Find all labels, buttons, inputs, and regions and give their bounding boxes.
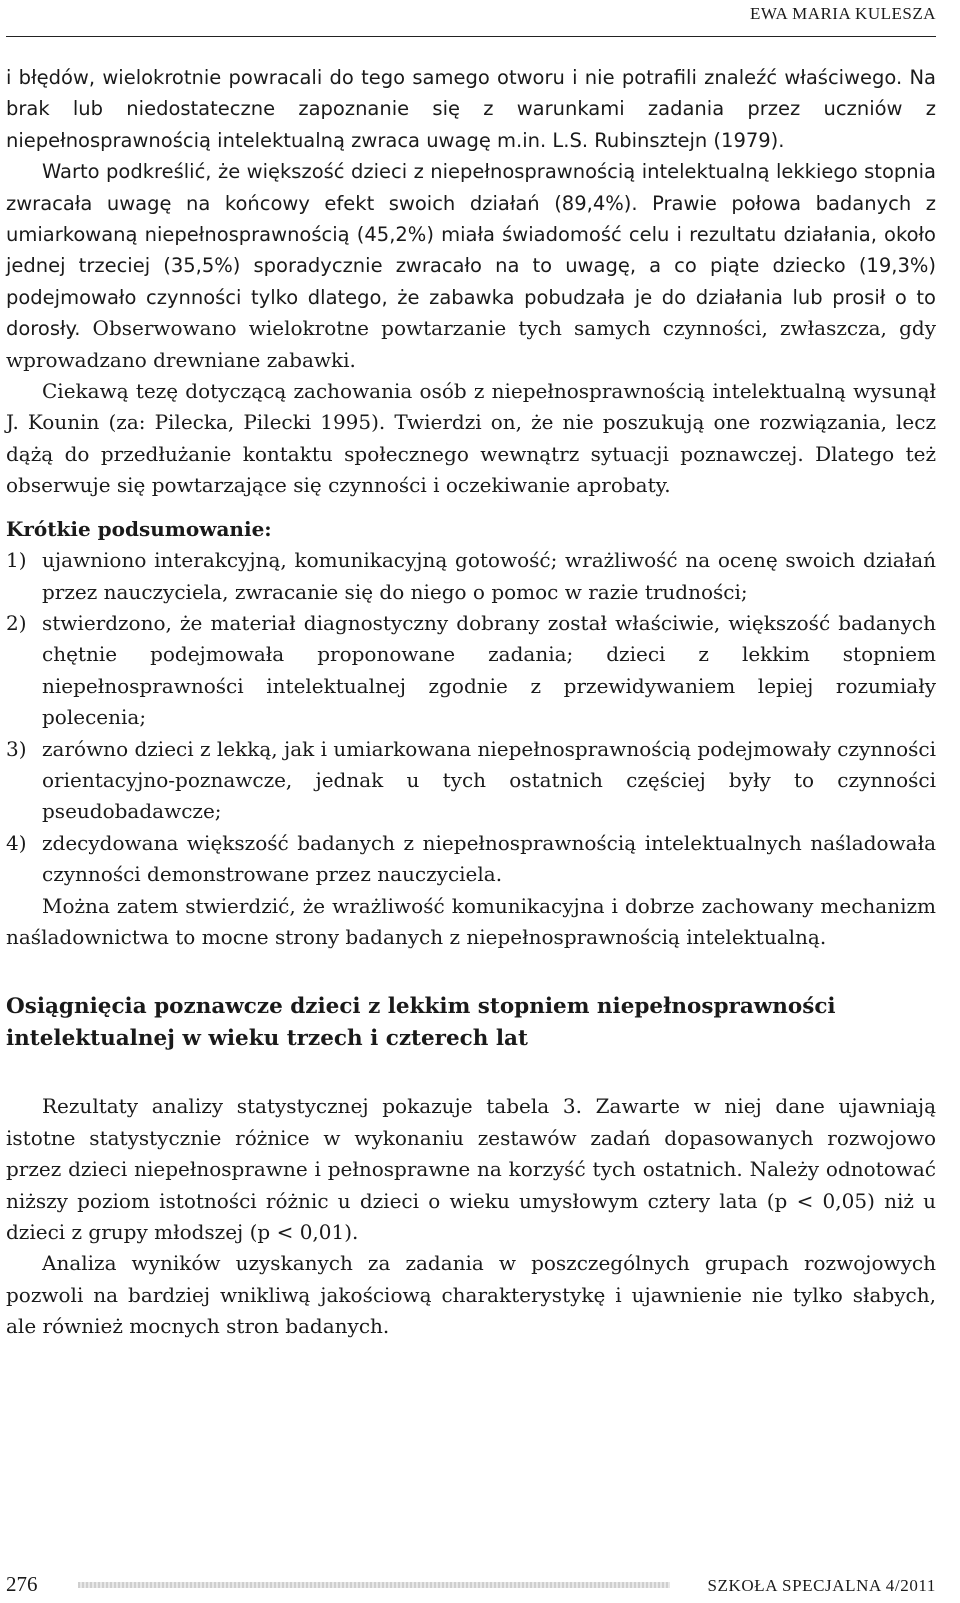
journal-name: SZKOŁA SPECJALNA 4/2011 — [707, 1576, 936, 1595]
page-number: 276 — [6, 1572, 38, 1596]
body-text — [6, 62, 936, 1343]
running-header-author: EWA MARIA KULESZA — [749, 4, 936, 23]
summary-list — [6, 545, 936, 890]
list-item — [6, 828, 936, 891]
list-item-text: ujawniono interakcyjną, komunikacyjną gotowość; wrażliwość na ocenę swoich działań przez nauczyciela, zwracanie się do niego o pomoc w razie trudności; — [42, 548, 936, 604]
paragraph: i błędów, wielokrotnie powracali do tego samego otworu i nie potrafili znaleźć właściwego. Na brak lub niedostateczne zapoznanie się z warunkami zadania przez uczniów z niepełnosprawnością intelektualną zwraca uwagę m.in. L.S. Rubinsztejn (1979). — [6, 66, 936, 152]
list-item-text: zdecydowana większość badanych z niepełnosprawnością intelektualnych naśladowała czynności demonstrowane przez nauczyciela. — [42, 830, 936, 887]
summary-heading: Krótkie podsumowanie: — [6, 516, 272, 541]
list-number: 4) — [6, 830, 27, 855]
list-item — [6, 734, 936, 828]
paragraph — [6, 156, 936, 376]
list-item-text: stwierdzono, że materiał diagnostyczny dobrany został właściwie, większość badanych chętnie podejmowała proponowane zadania; dzieci z lekkim stopniem niepełnosprawności intelektualnej zgodnie z przewidywaniem lepiej rozumiały polecenia; — [42, 610, 936, 730]
paragraph-sentence-serif: Obserwowano wielokrotne powtarzanie tych samych czynności, zwłaszcza, gdy wprowadzano drewniane zabawki. — [6, 316, 937, 372]
header-divider — [6, 36, 936, 37]
paragraph: Rezultaty analizy statystycznej pokazuje tabela 3. Zawarte w niej dane ujawniają istotne statystycznie różnice w wykonaniu zestawów zadań dopasowanych rozwojowo przez dzieci niepełnosprawne i pełnosprawne na korzyść tych ostatnich. Należy odnotować niższy poziom istotności różnic u dzieci o wieku umysłowym cztery lata (p < 0,05) niż u dzieci z grupy młodszej (p < 0,01). — [6, 1094, 936, 1244]
list-item — [6, 545, 936, 608]
list-number: 1) — [6, 548, 27, 573]
list-item-text: zarówno dzieci z lekką, jak i umiarkowana niepełnosprawnością podejmowały czynności orientacyjno-poznawcze, jednak u tych ostatnich częściej były to czynności pseudobadawcze; — [42, 736, 936, 824]
paragraph: Można zatem stwierdzić, że wrażliwość komunikacyjna i dobrze zachowany mechanizm naśladownictwa to mocne strony badanych z niepełnosprawnością intelektualną. — [6, 893, 936, 949]
section-heading: Osiągnięcia poznawcze dzieci z lekkim stopniem niepełnosprawności intelektualnej w wieku trzech i czterech lat — [6, 994, 836, 1052]
footer-divider — [78, 1582, 670, 1588]
paragraph-sentences: Warto podkreślić, że większość dzieci z niepełnosprawnością intelektualną lekkiego stopnia zwracała uwagę na końcowy efekt swoich działań (89,4%). Prawie połowa badanych z umiarkowaną niepełnosprawnością (45,2%) miała świadomość celu i rezultatu działania, około jednej trzeciej (35,5%) sporadycznie zwracało na to uwagę, a co piąte dziecko (19,3%) podejmowało czynności tylko dlatego, że zabawka pobudzała je do działania lub prosił o to dorosły. — [6, 160, 936, 341]
document-page — [6, 0, 936, 1603]
page-footer — [6, 1570, 936, 1600]
paragraph: Analiza wyników uzyskanych za zadania w poszczególnych grupach rozwojowych pozwoli na bardziej wnikliwą jakościową charakterystykę i ujawnienie nie tylko słabych, ale również mocnych stron badanych. — [6, 1251, 936, 1339]
list-item — [6, 608, 936, 734]
paragraph: Ciekawą tezę dotyczącą zachowania osób z niepełnosprawnością intelektualną wysunął J. Kounin (za: Pilecka, Pilecki 1995). Twierdzi on, że nie poszukują one rozwiązania, lecz dążą do przedłużanie kontaktu społecznego wewnątrz sytuacji poznawczej. Dlatego też obserwuje się powtarzające się czynności i oczekiwanie aprobaty. — [6, 379, 936, 498]
list-number: 3) — [6, 736, 27, 761]
list-number: 2) — [6, 610, 27, 635]
